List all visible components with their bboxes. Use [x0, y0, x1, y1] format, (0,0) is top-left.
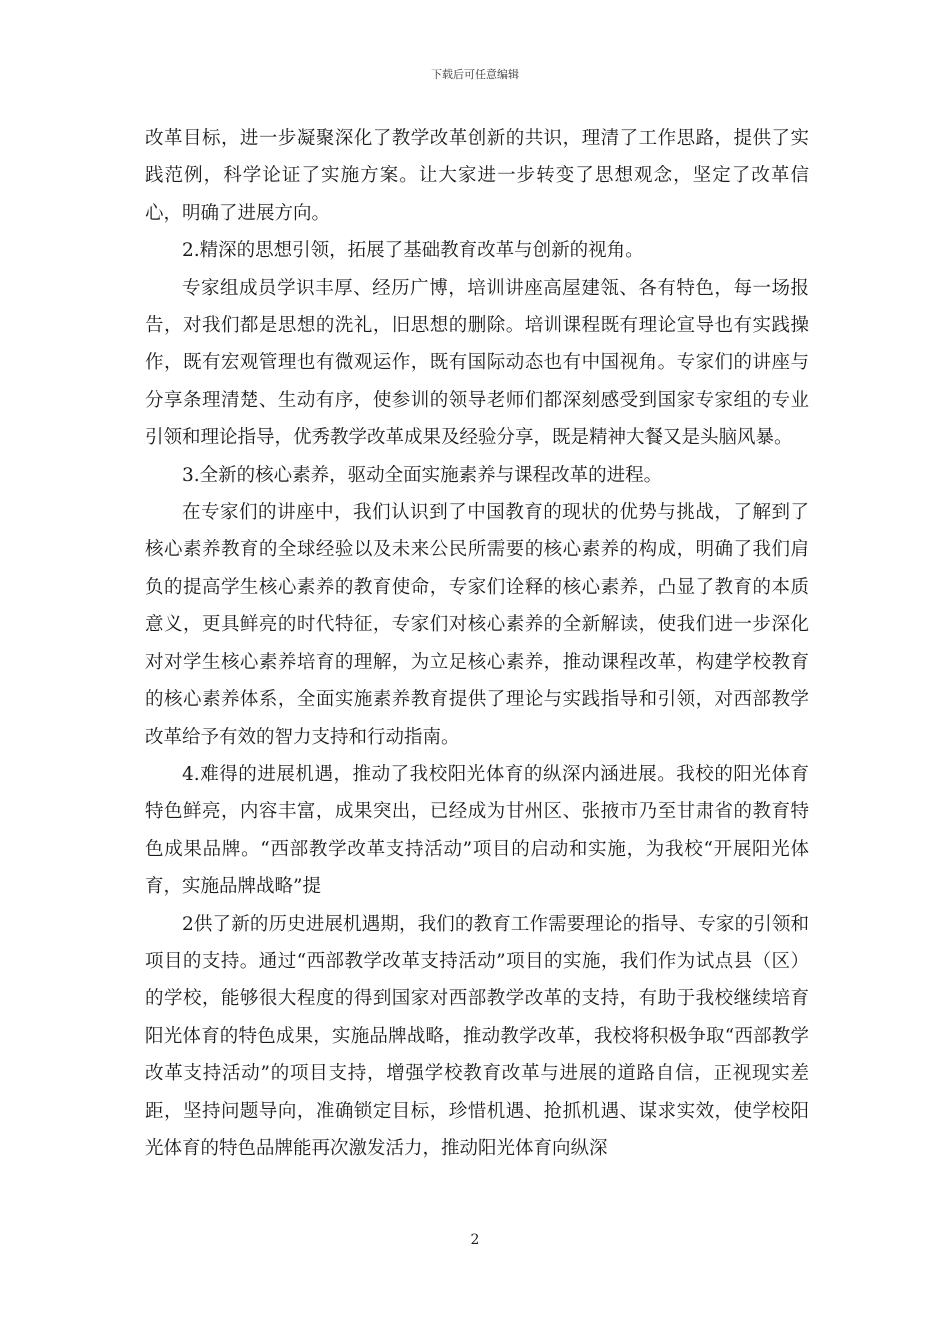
paragraph: 在专家们的讲座中，我们认识到了中国教育的现状的优势与挑战，了解到了核心素养教育的全球经验以及未来公民所需要的核心素养的构成，明确了我们肩负的提高学生核心素养的教育使命，专家们诠释的核心素养，凸显了教育的本质意义，更具鲜亮的时代特征，专家们对核心素养的全新解读，使我们进一步深化对对学生核心素养培育的理解，为立足核心素养，推动课程改革，构建学校教育的核心素养体系，全面实施素养教育提供了理论与实践指导和引领，对西部教学改革给予有效的智力支持和行动指南。 — [145, 502, 809, 748]
page-header: 下载后可任意编辑 — [431, 68, 519, 81]
paragraph: 4.难得的进展机遇，推动了我校阳光体育的纵深内涵进展。我校的阳光体育特色鲜亮，内容丰富，成果突出，已经成为甘州区、张掖市乃至甘肃省的教育特色成果品牌。“西部教学改革支持活动”项目的启动和实施，为我校“开展阳光体育，实施品牌战略”提 — [145, 763, 809, 898]
section-heading: 3.全新的核心素养，驱动全面实施素养与课程改革的进程。 — [182, 464, 663, 486]
page-number: 2 — [470, 1232, 480, 1248]
paragraph: 2供了新的历史进展机遇期，我们的教育工作需要理论的指导、专家的引领和项目的支持。通过“西部教学改革支持活动”项目的实施，我们作为试点县（区）的学校，能够很大程度的得到国家对西部教学改革的支持，有助于我校继续培育阳光体育的特色成果，实施品牌战略，推动教学改革，我校将积极争取“西部教学改革支持活动”的项目支持，增强学校教育改革与进展的道路自信，正视现实差距，坚持问题导向，准确锁定目标，珍惜机遇、抢抓机遇、谋求实效，使学校阳光体育的特色品牌能再次激发活力，推动阳光体育向纵深 — [145, 913, 809, 1159]
paragraph: 专家组成员学识丰厚、经历广博，培训讲座高屋建瓴、各有特色，每一场报告，对我们都是思想的洗礼，旧思想的删除。培训课程既有理论宣导也有实践操作，既有宏观管理也有微观运作，既有国际动态也有中国视角。专家们的讲座与分享条理清楚、生动有序，使参训的领导老师们都深刻感受到国家专家组的专业引领和理论指导，优秀教学改革成果及经验分享，既是精神大餐又是头脑风暴。 — [145, 277, 809, 449]
document-body — [145, 120, 809, 1167]
section-heading: 2.精深的思想引领，拓展了基础教育改革与创新的视角。 — [182, 240, 644, 262]
paragraph: 改革目标，进一步凝聚深化了教学改革创新的共识，理清了工作思路，提供了实践范例，科学论证了实施方案。让大家进一步转变了思想观念，坚定了改革信心，明确了进展方向。 — [145, 128, 809, 224]
